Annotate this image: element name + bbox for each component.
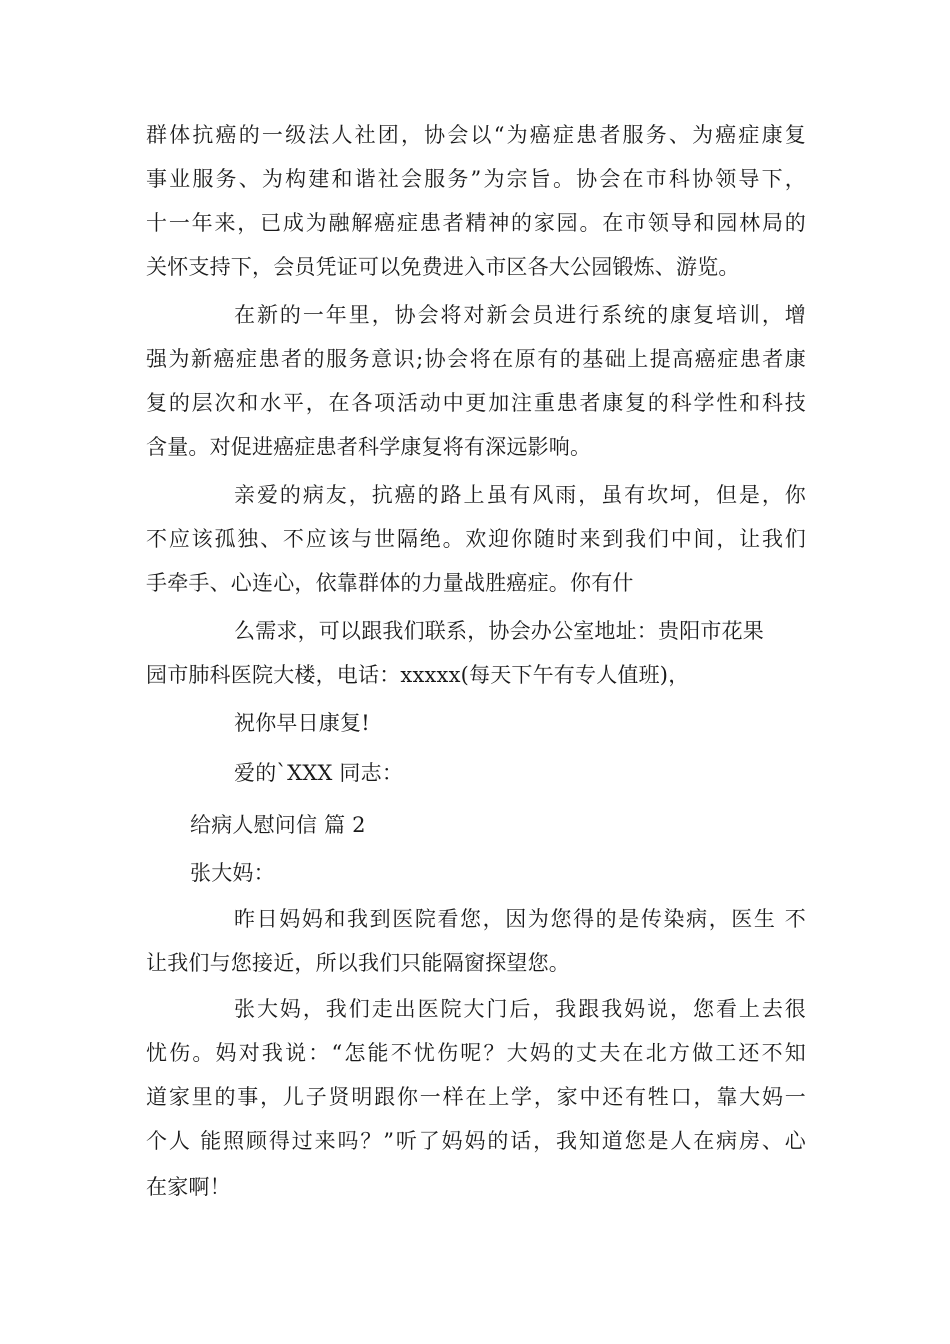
body-text-line: 事业服务、为构建和谐社会服务”为宗旨。协会在市科协领导下， (146, 167, 806, 191)
body-text-line: 群体抗癌的一级法人社团，协会以“为癌症患者服务、为癌症康复 (146, 123, 806, 147)
paragraph-first-line: 昨日妈妈和我到医院看您，因为您得的是传染病，医生 不 (234, 907, 806, 931)
body-text-line: 关怀支持下，会员凭证可以免费进入市区各大公园锻炼、游览。 (146, 255, 740, 279)
body-text-line: 含量。对促进癌症患者科学康复将有深远影响。 (146, 435, 592, 459)
closing-wish: 祝你早日康复! (234, 711, 370, 735)
body-text-line: 园市肺科医院大楼，电话：xxxxx(每天下午有专人值班)， (146, 663, 690, 687)
body-text-line: 个人 能照顾得过来吗？”听了妈妈的话，我知道您是人在病房、心 (146, 1129, 806, 1153)
body-text-line: 复的层次和水平，在各项活动中更加注重患者康复的科学性和科技 (146, 391, 806, 415)
body-text-line: 忧伤。妈对我说：“怎能不忧伤呢？大妈的丈夫在北方做工还不知 (146, 1041, 806, 1065)
letter-salutation: 张大妈： (190, 861, 275, 885)
body-text-line: 十一年来，已成为融解癌症患者精神的家园。在市领导和园林局的 (146, 211, 806, 235)
salutation-line: 爱的`XXX 同志： (234, 761, 404, 785)
body-text-line: 道家里的事，儿子贤明跟你一样在上学，家中还有牲口，靠大妈一 (146, 1085, 806, 1109)
paragraph-first-line: 张大妈，我们走出医院大门后，我跟我妈说，您看上去很 (234, 997, 806, 1021)
paragraph-first-line: 在新的一年里，协会将对新会员进行系统的康复培训，增 (234, 303, 806, 327)
paragraph-first-line: 么需求，可以跟我们联系，协会办公室地址：贵阳市花果 (234, 619, 764, 643)
body-text-line: 强为新癌症患者的服务意识;协会将在原有的基础上提高癌症患者康 (146, 347, 806, 371)
body-text-line: 手牵手、心连心，依靠群体的力量战胜癌症。你有什 (146, 571, 634, 595)
paragraph-first-line: 亲爱的病友，抗癌的路上虽有风雨，虽有坎坷，但是，你 (234, 483, 806, 507)
body-text-line: 让我们与您接近，所以我们只能隔窗探望您。 (146, 951, 570, 975)
section-heading: 给病人慰问信 篇 2 (190, 813, 366, 837)
body-text-line: 在家啊！ (146, 1175, 231, 1199)
body-text-line: 不应该孤独、不应该与世隔绝。欢迎你随时来到我们中间，让我们 (146, 527, 806, 551)
